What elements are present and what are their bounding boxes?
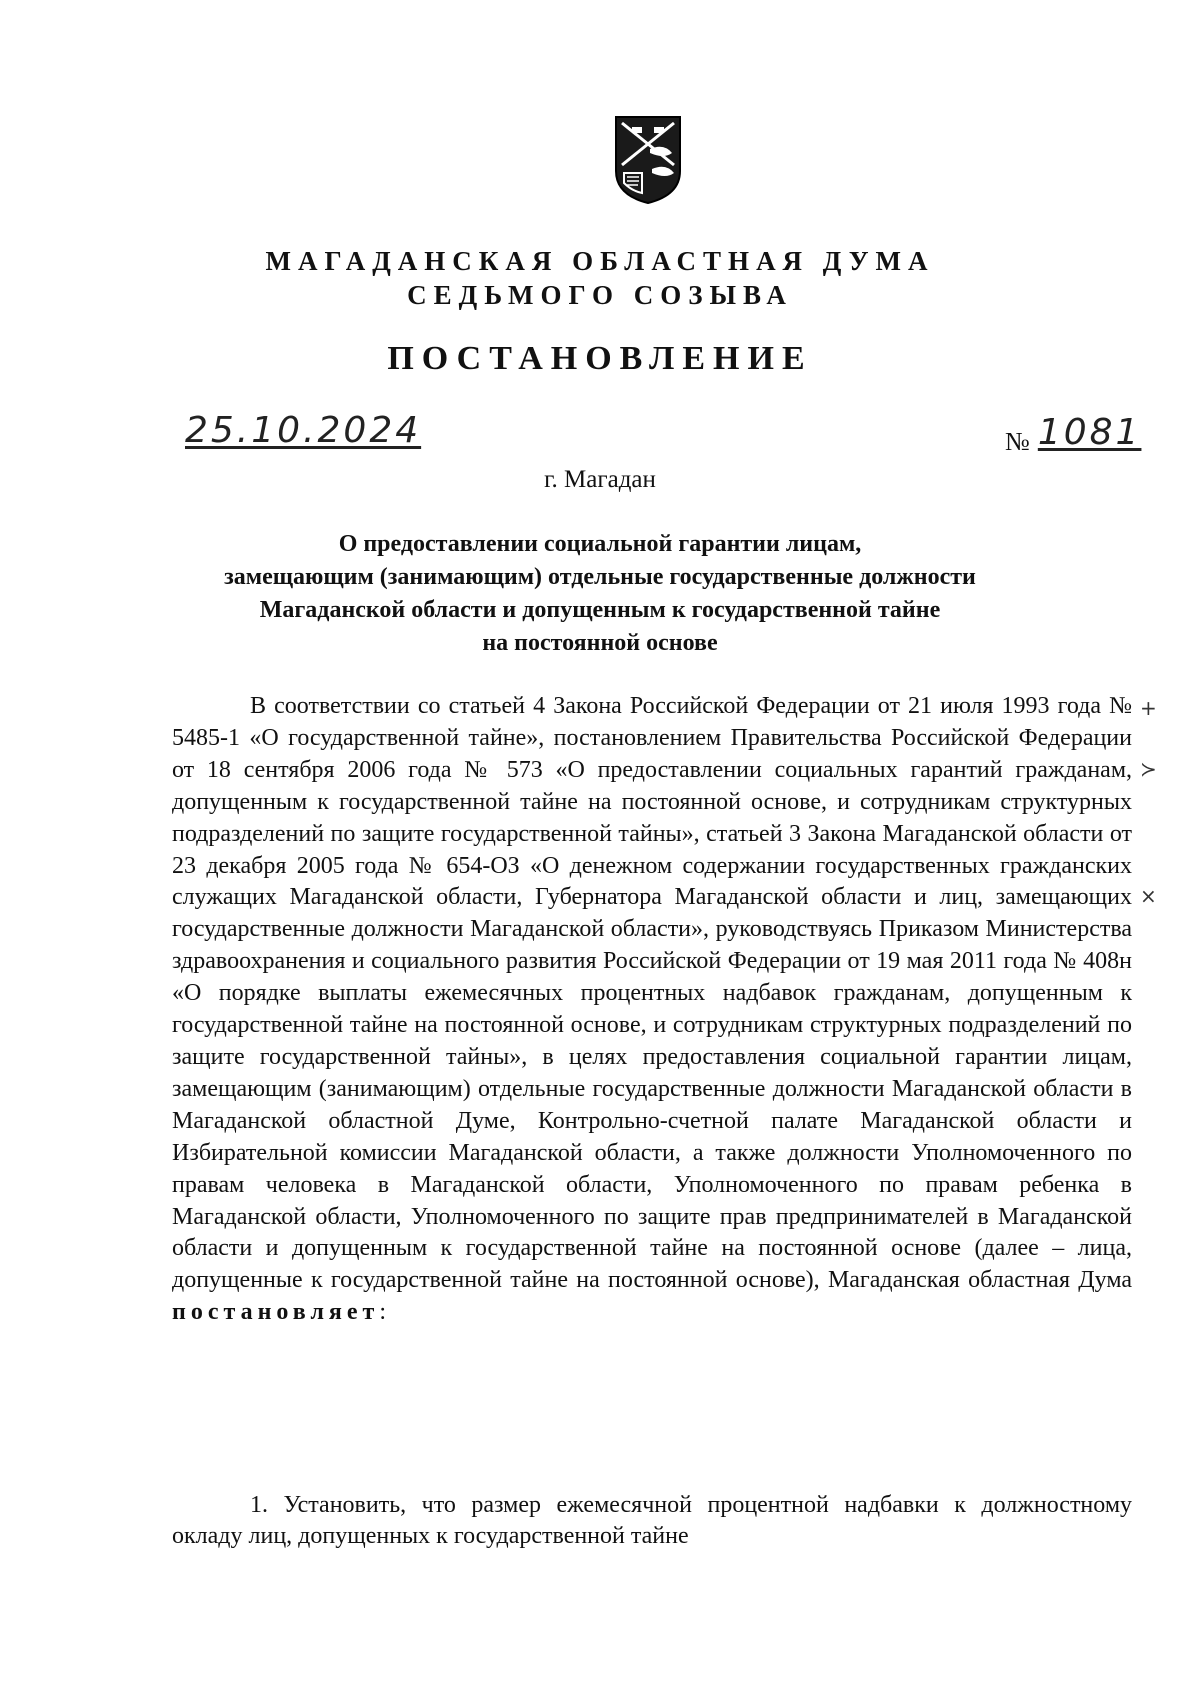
margin-mark: ≻ xyxy=(1140,757,1157,781)
title-line: О предоставлении социальной гарантии лицам, xyxy=(338,531,862,557)
document-type: ПОСТАНОВЛЕНИЕ xyxy=(387,340,813,377)
preamble-text: В соответствии со статьей 4 Закона Российской Федерации от 21 июля 1993 года № 5485-1 «О государственной тайне», постановлением Правительства Российской Федерации от 18 сентября 2006 года № 573 «О предоставлении социальных гарантий гражданам, допущенным к государственной тайне на постоянной основе, и сотрудникам структурных подразделений по защите государственной тайны», статьей 3 Закона Магаданской области от 23 декабря 2005 года № 654-ОЗ «О денежном содержании государственных гражданских служащих Магаданской области, Губернатора Магаданской области и лиц, замещающих государственные должности Магаданской области», руководствуясь Приказом Министерства здравоохранения и социального развития Российской Федерации от 19 мая 2011 года № 408н «О порядке выплаты ежемесячных процентных надбавок гражданам, допущенным к государственной тайне на постоянной основе, и сотрудникам структурных подразделений по защите государственной тайны», в целях предоставления социальной гарантии лицам, замещающим (занимающим) отдельные государственные должности Магаданской области в Магаданской областной Думе, Контрольно-счетной палате Магаданской области и Избирательной комиссии Магаданской области, а также должности Уполномоченного по правам человека в Магаданской области, Уполномоченного по правам ребенка в Магаданской области, Уполномоченного по защите прав предпринимателей в Магаданской области и допущенным к государственной тайне на постоянной основе (далее – лица, допущенные к государственной тайне на постоянной основе), Магаданская областная Дума xyxy=(172,693,1132,1294)
margin-mark: × xyxy=(1140,884,1157,908)
convocation: СЕДЬМОГО СОЗЫВА xyxy=(407,280,793,310)
city: г. Магадан xyxy=(544,466,656,493)
document-title xyxy=(150,528,1050,660)
number-label: № xyxy=(1005,427,1030,456)
preamble-paragraph xyxy=(172,691,1132,1329)
title-line: на постоянной основе xyxy=(482,630,718,656)
title-line: Магаданской области и допущенным к государственной тайне xyxy=(259,597,941,623)
document-number: 1081 xyxy=(1037,412,1142,453)
margin-mark: + xyxy=(1140,696,1157,720)
title-line: замещающим (занимающим) отдельные государственные должности xyxy=(224,564,976,590)
document-number-block xyxy=(1005,412,1142,459)
resolves-word: постановляет xyxy=(172,1299,380,1326)
resolves-colon: : xyxy=(379,1299,386,1326)
clause-1: 1. Установить, что размер ежемесячной процентной надбавки к должностному окладу лиц, допущенных к государственной тайне xyxy=(172,1492,1132,1549)
document-date: 25.10.2024 xyxy=(185,410,422,451)
coat-of-arms-icon xyxy=(612,113,684,205)
organization-name: МАГАДАНСКАЯ ОБЛАСТНАЯ ДУМА xyxy=(265,246,935,276)
